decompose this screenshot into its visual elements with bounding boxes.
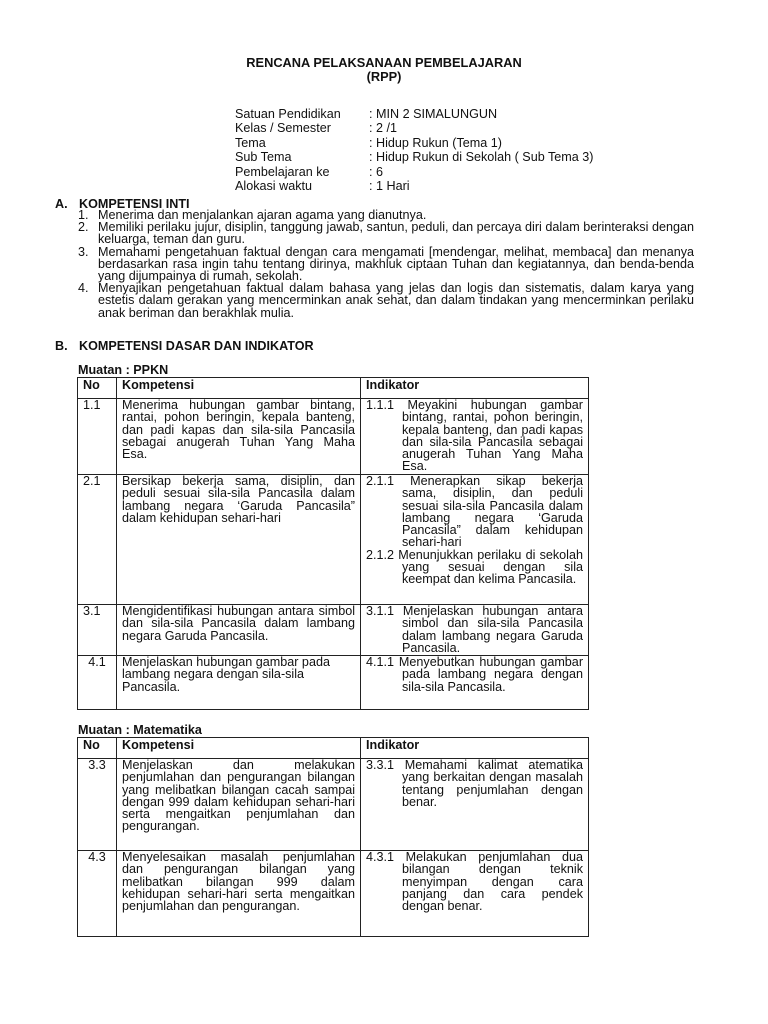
indikator-number: 1.1.1 bbox=[366, 398, 395, 412]
column-header-indikator: Indikator bbox=[361, 378, 589, 399]
list-item bbox=[78, 246, 694, 283]
cell-no: 4.3 bbox=[78, 851, 117, 937]
doc-subtitle: (RPP) bbox=[366, 69, 402, 84]
kompetensi-inti-list bbox=[78, 209, 694, 319]
identity-block bbox=[235, 107, 655, 193]
table-row bbox=[78, 656, 589, 710]
section-b-heading bbox=[55, 339, 314, 353]
cell-kompetensi: Menyelesaikan masalah penjumlahan dan pengurangan bilangan yang melibatkan bilangan 999 dalam kehidupan sehari-hari serta mengaitkan penjumlahan dan pengurangan. bbox=[117, 851, 361, 937]
cell-indikator bbox=[361, 656, 589, 710]
indikator-text: Menerapkan sikap bekerja sama, disiplin, dan peduli sesuai sila-sila Pancasila dalam lambang negara ‘Garuda Pancasila” dalam kehidupan sehari-hari bbox=[402, 474, 583, 550]
meta-label: Sub Tema bbox=[235, 150, 292, 165]
list-text: Memiliki perilaku jujur, disiplin, tanggung jawab, santun, peduli, dan percaya diri dalam berinteraksi dengan keluarga, teman dan guru. bbox=[98, 220, 694, 247]
indikator-number: 3.3.1 bbox=[366, 758, 395, 772]
cell-indikator bbox=[361, 605, 589, 656]
indikator-item bbox=[366, 475, 583, 549]
indikator-item bbox=[366, 549, 583, 586]
indikator-number: 3.1.1 bbox=[366, 604, 395, 618]
indikator-text: Memahami kalimat atematika yang berkaitan dengan masalah tentang penjumlahan dengan benar. bbox=[402, 758, 583, 809]
muatan-ppkn-label: Muatan : PPKN bbox=[78, 363, 169, 377]
cell-kompetensi: Menerima hubungan gambar bintang, rantai, pohon beringin, kepala banteng, dan padi kapas dan sila-sila Pancasila sebagai anugerah Tuhan Yang Maha Esa. bbox=[117, 399, 361, 475]
list-number: 4. bbox=[78, 281, 89, 296]
table-row bbox=[78, 605, 589, 656]
section-title: KOMPETENSI INTI bbox=[79, 197, 190, 211]
list-number: 3. bbox=[78, 244, 89, 259]
list-number: 2. bbox=[78, 220, 89, 235]
indikator-text: Menyebutkan hubungan gambar pada lambang negara dengan sila-sila Pancasila. bbox=[398, 655, 584, 694]
indikator-text: Melakukan penjumlahan dua bilangan dengan teknik menyimpan dengan cara panjang dan cara pendek dengan benar. bbox=[402, 850, 583, 914]
indikator-text: Meyakini hubungan gambar bintang, rantai, pohon beringin, kepala banteng, dan padi kapas dan sila-sila Pancasila sebagai anugerah Tuhan Yang Maha Esa. bbox=[402, 398, 583, 474]
cell-no: 3.3 bbox=[78, 759, 117, 851]
column-header-no: No bbox=[78, 378, 117, 399]
section-letter: B. bbox=[55, 339, 68, 353]
meta-label: Pembelajaran ke bbox=[235, 164, 330, 179]
table-row bbox=[78, 851, 589, 937]
meta-row bbox=[235, 136, 655, 150]
list-item bbox=[78, 221, 694, 245]
indikator-item bbox=[366, 759, 583, 808]
meta-label: Alokasi waktu bbox=[235, 178, 312, 193]
indikator-number: 4.3.1 bbox=[366, 850, 395, 864]
meta-value: : Hidup Rukun di Sekolah ( Sub Tema 3) bbox=[369, 150, 594, 165]
column-header-kompetensi: Kompetensi bbox=[117, 738, 361, 759]
cell-no: 2.1 bbox=[78, 475, 117, 605]
cell-kompetensi: Menjelaskan hubungan gambar pada lambang negara dengan sila-sila Pancasila. bbox=[117, 656, 361, 710]
indikator-item bbox=[366, 399, 583, 473]
table-header-row bbox=[78, 738, 589, 759]
cell-no: 4.1 bbox=[78, 656, 117, 710]
indikator-number: 4.1.1 bbox=[366, 655, 395, 670]
indikator-number: 2.1.2 bbox=[366, 547, 395, 562]
section-title: KOMPETENSI DASAR DAN INDIKATOR bbox=[79, 339, 314, 353]
cell-no: 3.1 bbox=[78, 605, 117, 656]
meta-value: : 2 /1 bbox=[369, 121, 398, 136]
list-text: Menyajikan pengetahuan faktual dalam bahasa yang jelas dan logis dan sistematis, dalam karya yang estetis dalam gerakan yang mencerminkan anak sehat, dan dalam tindakan yang mencerminkan perilaku anak beriman dan berakhlak mulia. bbox=[98, 281, 694, 320]
table-row bbox=[78, 399, 589, 475]
matematika-table bbox=[77, 737, 589, 937]
cell-kompetensi: Bersikap bekerja sama, disiplin, dan peduli sesuai sila-sila Pancasila dalam lambang negara ‘Garuda Pancasila” dalam kehidupan sehari-hari bbox=[117, 475, 361, 605]
ppkn-table bbox=[77, 377, 589, 710]
meta-label: Tema bbox=[235, 135, 266, 150]
table-header-row bbox=[78, 378, 589, 399]
list-item bbox=[78, 282, 694, 319]
indikator-item bbox=[366, 605, 583, 654]
indikator-text: Menjelaskan hubungan antara simbol dan sila-sila Pancasila dalam lambang negara Garuda Pancasila. bbox=[402, 604, 583, 655]
column-header-no: No bbox=[78, 738, 117, 759]
meta-row bbox=[235, 179, 655, 193]
cell-indikator bbox=[361, 851, 589, 937]
cell-indikator bbox=[361, 475, 589, 605]
indikator-number: 2.1.1 bbox=[366, 474, 395, 488]
meta-label: Kelas / Semester bbox=[235, 121, 331, 136]
list-number: 1. bbox=[78, 208, 89, 222]
cell-kompetensi: Mengidentifikasi hubungan antara simbol dan sila-sila Pancasila dalam lambang negara Garuda Pancasila. bbox=[117, 605, 361, 656]
column-header-indikator: Indikator bbox=[361, 738, 589, 759]
meta-row bbox=[235, 121, 655, 135]
table-row bbox=[78, 475, 589, 605]
meta-label: Satuan Pendidikan bbox=[235, 107, 341, 121]
meta-row bbox=[235, 165, 655, 179]
meta-value: : MIN 2 SIMALUNGUN bbox=[369, 107, 498, 121]
cell-indikator bbox=[361, 759, 589, 851]
meta-value: : 6 bbox=[369, 164, 384, 179]
cell-kompetensi: Menjelaskan dan melakukan penjumlahan dan pengurangan bilangan yang melibatkan bilangan cacah sampai dengan 999 dalam kehidupan sehari-hari serta mengaitkan penjumlahan dan pengurangan. bbox=[117, 759, 361, 851]
list-text: Memahami pengetahuan faktual dengan cara mengamati [mendengar, melihat, membaca] dan menanya berdasarkan rasa ingin tahu tentang dirinya, makhluk ciptaan Tuhan dan kegiatannya, dan benda-benda yang dijumpainya di rumah, sekolah. bbox=[98, 244, 694, 284]
cell-indikator bbox=[361, 399, 589, 475]
meta-row bbox=[235, 107, 655, 121]
table-row bbox=[78, 759, 589, 851]
list-text: Menerima dan menjalankan ajaran agama yang dianutnya. bbox=[98, 208, 427, 222]
indikator-item bbox=[366, 656, 583, 693]
indikator-item bbox=[366, 851, 583, 912]
cell-no: 1.1 bbox=[78, 399, 117, 475]
meta-row bbox=[235, 150, 655, 164]
meta-value: : 1 Hari bbox=[369, 178, 410, 193]
column-header-kompetensi: Kompetensi bbox=[117, 378, 361, 399]
muatan-matematika-label: Muatan : Matematika bbox=[78, 723, 202, 737]
doc-title: RENCANA PELAKSANAAN PEMBELAJARAN bbox=[246, 55, 522, 70]
section-letter: A. bbox=[55, 197, 68, 211]
meta-value: : Hidup Rukun (Tema 1) bbox=[369, 135, 502, 150]
indikator-text: Menunjukkan perilaku di sekolah yang sesuai dengan sila keempat dan kelima Pancasila. bbox=[398, 547, 583, 587]
